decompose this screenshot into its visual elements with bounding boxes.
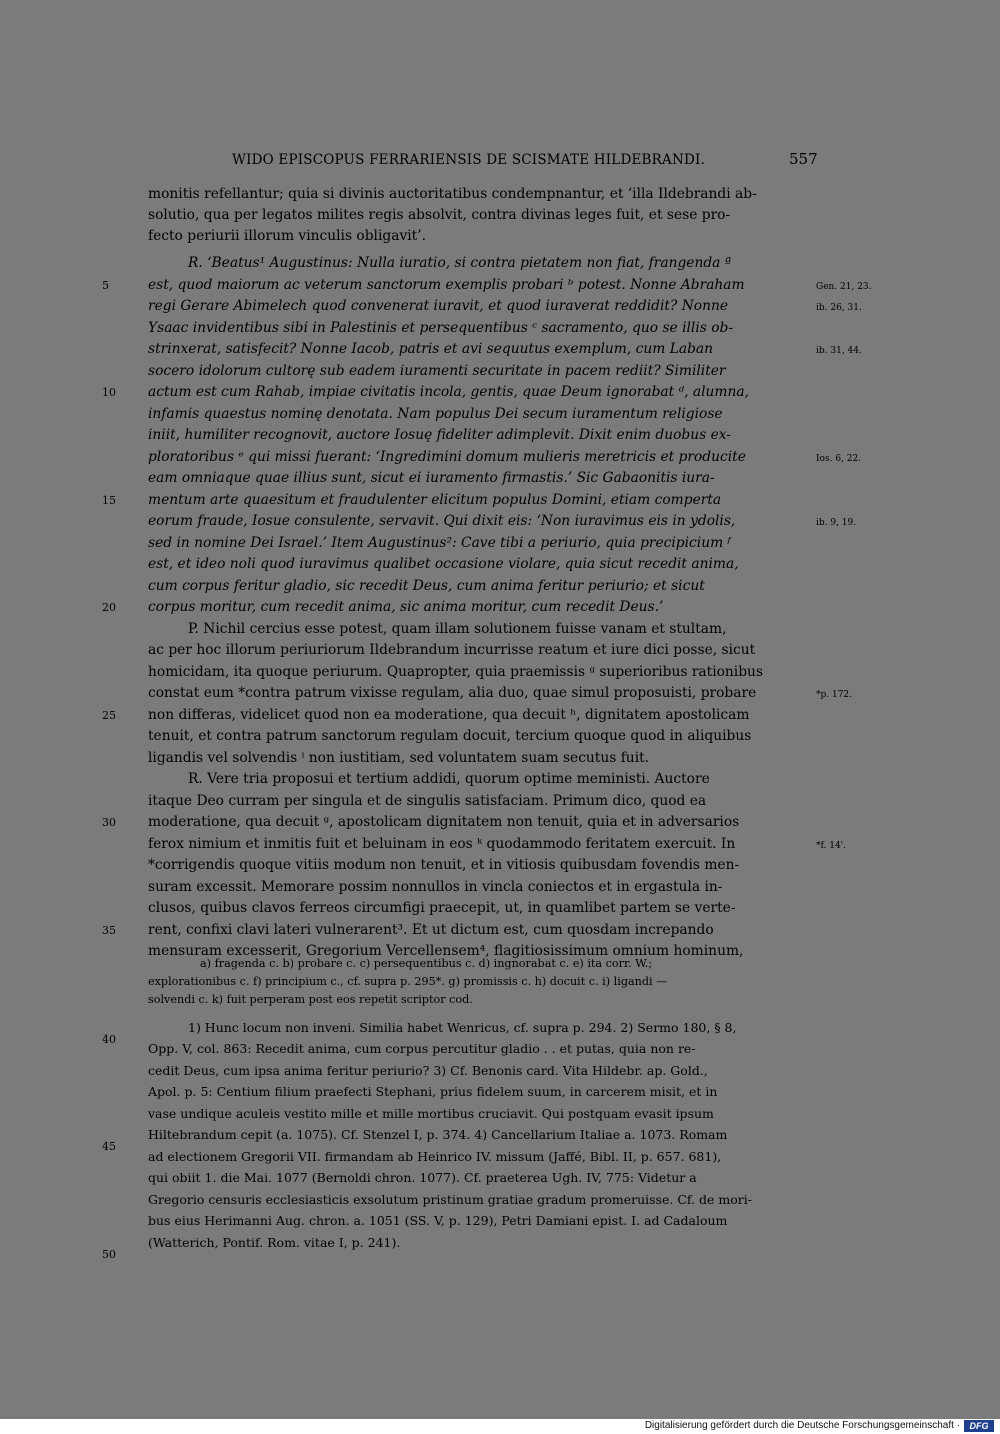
note-line: qui obiit 1. die Mai. 1077 (Bernoldi chron. 1077). Cf. praeterea Ugh. IV, 775: Videtur a <box>148 1170 697 1185</box>
note-line: cedit Deus, cum ipsa anima feritur periurio? 3) Cf. Benonis card. Vita Hildebr. ap. Gold., <box>148 1063 708 1078</box>
text-line: ferox nimium et inmitis fuit et beluinam in eos ᵏ quodammodo feritatem exercuit. In <box>148 836 736 852</box>
text-line: homicidam, ita quoque periurum. Quapropter, quia praemissis ᵍ superioribus rationibus <box>148 664 764 680</box>
text-line: eam omniaque quae illius sunt, sicut ei iuramento firmastis.’ Sic Gabaonitis iura- <box>148 470 715 486</box>
margin-ref: Ios. 6, 22. <box>816 454 862 464</box>
text-line: cum corpus feritur gladio, sic recedit Deus, cum anima feritur periurio; et sicut <box>148 578 705 594</box>
line-number: 35 <box>102 924 116 937</box>
note-line: vase undique aculeis vestito mille et mille mortibus cruciavit. Qui postquam evasit ipsum <box>148 1106 714 1121</box>
note-line: Opp. V, col. 863: Recedit anima, cum corpus percutitur gladio . . et putas, quia non re- <box>148 1041 696 1056</box>
text-line: corpus moritur, cum recedit anima, sic anima moritur, cum recedit Deus.’ <box>148 599 664 615</box>
line-number: 10 <box>102 386 116 399</box>
text-line: regi Gerare Abimelech quod convenerat iuravit, et quod iuraverat reddidit? Nonne <box>148 298 729 314</box>
margin-ref: ib. 9, 19. <box>816 518 857 528</box>
text-line: monitis refellantur; quia si divinis auctoritatibus condempnantur, et ‘illa Ildebrandi ab- <box>148 186 757 202</box>
line-number: 15 <box>102 494 116 507</box>
text-line: clusos, quibus clavos ferreos circumfigi praecepit, ut, in quamlibet partem se verte- <box>148 900 736 916</box>
text-line: est, et ideo noli quod iuravimus qualibet occasione violare, quia sicut recedit anima, <box>148 556 739 572</box>
text-line: iniit, humiliter recognovit, auctore Iosuę fideliter adimplevit. Dixit enim duobus ex- <box>148 427 731 443</box>
note-line: bus eius Herimanni Aug. chron. a. 1051 (SS. V, p. 129), Petri Damiani epist. I. ad Cadaloum <box>148 1213 728 1228</box>
text-line: *corrigendis quoque vitiis modum non tenuit, et in vitiosis quibusdam fovendis men- <box>148 857 740 873</box>
margin-ref: *f. 14'. <box>816 841 847 851</box>
note-line: 1) Hunc locum non inveni. Similia habet Wenricus, cf. supra p. 294. 2) Sermo 180, § 8, <box>188 1020 737 1035</box>
line-number: 20 <box>102 601 116 614</box>
page-number: 557 <box>789 150 818 168</box>
text-line: tenuit, et contra patrum sanctorum regulam docuit, tercium quoque quod in aliquibus <box>148 728 752 744</box>
text-line: R. ‘Beatus¹ Augustinus: Nulla iuratio, si contra pietatem non fiat, frangenda ª <box>188 255 732 271</box>
text-line: est, quod maiorum ac veterum sanctorum exemplis probari ᵇ potest. Nonne Abraham <box>148 277 745 293</box>
text-line: fecto periurii illorum vinculis obligavit’. <box>148 228 426 244</box>
line-number: 5 <box>102 279 109 292</box>
margin-ref: ib. 31, 44. <box>816 346 862 356</box>
text-line: P. Nichil cercius esse potest, quam illam solutionem fuisse vanam et stultam, <box>188 621 727 637</box>
line-number: 50 <box>102 1248 116 1261</box>
text-line: mensuram excesserit, Gregorium Vercellensem⁴, flagitiosissimum omnium hominum, <box>148 943 744 959</box>
margin-ref: ib. 26, 31. <box>816 303 862 313</box>
text-line: sed in nomine Dei Israel.’ Item Augustinus²: Cave tibi a periurio, quia precipicium ᶠ <box>148 535 731 551</box>
text-line: suram excessit. Memorare possim nonnullos in vincla coniectos et in ergastula in- <box>148 879 723 895</box>
text-line: ploratoribus ᵉ qui missi fuerant: ‘Ingredimini domum mulieris meretricis et producite <box>148 449 746 465</box>
dfg-logo: DFG <box>964 1420 994 1432</box>
text-line: R. Vere tria proposui et tertium addidi, quorum optime meministi. Auctore <box>188 771 710 787</box>
footer-bar <box>0 1419 1000 1434</box>
text-line: socero idolorum cultorę sub eadem iuramenti securitate in pacem rediit? Similiter <box>148 363 726 379</box>
line-number: 45 <box>102 1140 116 1153</box>
text-line: non differas, videlicet quod non ea moderatione, qua decuit ʰ, dignitatem apostolicam <box>148 707 750 723</box>
text-line: strinxerat, satisfecit? Nonne Iacob, patris et avi sequutus exemplum, cum Laban <box>148 341 714 357</box>
text-line: actum est cum Rahab, impiae civitatis incola, gentis, quae Deum ignorabat ᵈ, alumna, <box>148 384 749 400</box>
text-line: moderatione, qua decuit ᵍ, apostolicam dignitatem non tenuit, quia et in adversarios <box>148 814 740 830</box>
line-number: 25 <box>102 709 116 722</box>
apparatus-line: a) fragenda c. b) probare c. c) persequentibus c. d) ingnorabat c. e) ita corr. W.; <box>200 957 653 970</box>
text-line: itaque Deo curram per singula et de singulis satisfaciam. Primum dico, quod ea <box>148 793 707 809</box>
text-line: mentum arte quaesitum et fraudulenter elicitum populus Domini, etiam comperta <box>148 492 722 508</box>
line-number: 30 <box>102 816 116 829</box>
text-line: ac per hoc illorum periuriorum Ildebrandum incurrisse reatum et iure dici posse, sicut <box>148 642 756 658</box>
running-title: WIDO EPISCOPUS FERRARIENSIS DE SCISMATE HILDEBRANDI. <box>232 152 706 168</box>
text-line: Ysaac invidentibus sibi in Palestinis et persequentibus ᶜ sacramento, quo se illis ob- <box>148 320 734 336</box>
note-line: ad electionem Gregorii VII. firmandam ab Heinrico IV. missum (Jaffé, Bibl. II, p. 657. 681), <box>148 1149 722 1164</box>
funding-credit: Digitalisierung gefördert durch die Deutsche Forschungsgemeinschaft · <box>644 1420 960 1431</box>
apparatus-line: explorationibus c. f) principium c., cf. supra p. 295*. g) promissis c. h) docuit c. i) ligandi — <box>148 975 668 988</box>
note-line: Gregorio censuris ecclesiasticis exsolutum pristinum gratiae gradum promeruisse. Cf. de mori- <box>148 1192 752 1207</box>
margin-ref: Gen. 21, 23. <box>816 282 872 292</box>
note-line: Apol. p. 5: Centium filium praefecti Stephani, prius fidelem suum, in carcerem misit, et in <box>148 1084 718 1099</box>
text-line: infamis quaestus nominę denotata. Nam populus Dei secum iuramentum religiose <box>148 406 723 422</box>
margin-ref: *p. 172. <box>816 690 853 700</box>
text-line: constat eum *contra patrum vixisse regulam, alia duo, quae simul proposuisti, probare <box>148 685 757 701</box>
text-line: eorum fraude, Iosue consulente, servavit. Qui dixit eis: ‘Non iuravimus eis in ydolis, <box>148 513 736 529</box>
text-line: rent, confixi clavi lateri vulnerarent³. Et ut dictum est, cum quosdam increpando <box>148 922 714 938</box>
apparatus-line: solvendi c. k) fuit perperam post eos repetit scriptor cod. <box>148 993 473 1006</box>
line-number: 40 <box>102 1033 116 1046</box>
note-line: Hiltebrandum cepit (a. 1075). Cf. Stenzel I, p. 374. 4) Cancellarium Italiae a. 1073. Romam <box>148 1127 728 1142</box>
text-line: ligandis vel solvendis ⁱ non iustitiam, sed voluntatem suam secutus fuit. <box>148 750 650 766</box>
note-line: (Watterich, Pontif. Rom. vitae I, p. 241). <box>148 1235 401 1250</box>
text-line: solutio, qua per legatos milites regis absolvit, contra divinas leges fuit, et sese pro- <box>148 207 731 223</box>
